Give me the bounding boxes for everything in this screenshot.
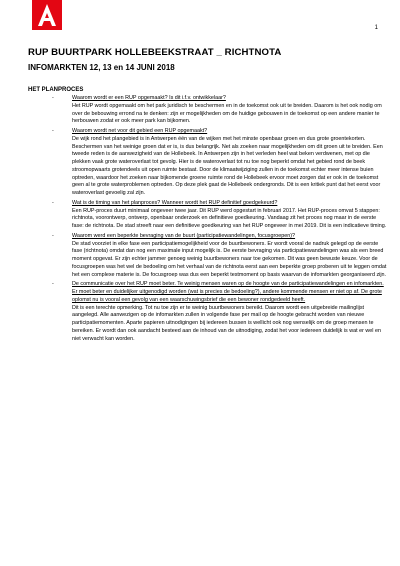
- question-text: Waarom wordt er een RUP opgemaakt? Is dit i.f.v. ontwikkelaar?: [72, 95, 226, 101]
- question-text: Waarom wordt net voor dit gebied een RUP opgemaakt?: [72, 128, 208, 134]
- answer-text: Dit is een terechte opmerking. Tot nu toe zijn er te weinig buurtbewoners bereikt. Daarom wordt een uitgebreide mailinglijst aangelegd. Alle aanwezigen op de infomarkten zullen in volgende fase per mail op de hoogte gebracht worden van nieuwe participatiemomenten. Aparte papieren uitnodigingen bij iedereen bussen is wellicht ook nog wenselijk om de groep mensen te bereiken. Er wordt dan ook aandacht besteed aan de inhoud van de uitnodiging, zodat het voor iedereen duidelijk is wat er wel en niet verwacht kan worden.: [72, 304, 381, 342]
- page-number: 1: [374, 25, 378, 31]
- qa-item: [52, 281, 388, 343]
- list-dash: -: [52, 232, 54, 239]
- antwerpen-logo-icon: [32, 0, 62, 30]
- qa-item: [52, 128, 388, 198]
- question-text: De communicatie over het RUP moet beter. Te weinig mensen waren op de hoogte van de participatiewandelingen en infomarkten. Er moet beter en duidelijker uitgenodigd worden (wat is precies de bedoeling?), andere kommende mensen er niet op af. De grote oplomst nu is vooral een gevolg van een waarschuwingsbrief die een bewoner rondgedeeld heeft.: [72, 281, 384, 303]
- qa-item: [52, 199, 388, 231]
- section-heading: HET PLANPROCES: [28, 87, 84, 93]
- answer-text: Een RUP-proces duurt minimaal ongeveer twee jaar. Dit RUP werd opgestart in februari 2017. Het RUP-proces omvat 5 stappen: richtnota, voorontwerp, ontwerp, openbaar onderzoek en definitieve goedkeuring. Vandaag zit het proces nog maar in de eerste fase: de richtnota. De stad streeft naar een definitieve goedkeuring van het RUP ongeveer in mei 2019. Dit is een indicatieve timing.: [72, 207, 387, 229]
- document-title: RUP BUURTPARK HOLLEBEEKSTRAAT _ RICHTNOTA: [28, 47, 282, 58]
- answer-text: De stad voorziet in elke fase een participatiemogelijkheid voor de buurtbewoners. Er wordt vooral de nadruk gelegd op de eerste fase (richtnota) omdat dan nog een maximale input mogelijk is. De eerste bevraging via participatiewandelingen was als een breed moment opgevat. Er zijn echter jammer genoeg weinig buurtbewoners naar toe gekomen. Dit was geen bewuste keuze. Voor de focusgroepen was het wel de bedoeling om het verhaal van de richtnota eerst aan een beperkte groep proberen uit te leggen omdat het een complexe materie is. De focusgroep was dus een beperkt testmoment op basis waarvan de infomarkten georganiseerd zijn.: [72, 240, 387, 278]
- answer-text: Het RUP wordt opgemaakt om het park juridisch te beschermen en in de toekomst ook uit te breiden. Daarom is het ook nodig om over de bebouwing errond na te denken: zijn er mogelijkheden om de huidige gebouwen in de toekomst op een andere manier te herbouwen zodat er ook meer park kan bijkomen.: [72, 102, 382, 125]
- answer-text: De wijk rond het plangebied is in Antwerpen één van de wijken met het minste openbaar groen en dus grote groentekorten. Beschermen van het weinige groen dat er is, is dus belangrijk. Net als zoeken naar mogelijkheden om dit groen uit te breiden. Een tweede reden is de aanwezigheid van de Hollebeek. In Antwerpen zijn in het verleden heel wat beken verdwenen, met op die plekken vaak grote wateroverlast tot gevolg. Hier is de wateroverlast tot nu toe nog beperkt omdat het gebied rond de beek stroomopwaarts grotendeels uit open ruimte bestaat. Door de klimaatwijziging zullen in de toekomst echter meer intense buien optreden, waardoor het zoeken naar bijkomende groene ruimte rond de Hollebeek ervoor moet zorgen dat er ook in de toekomst geen al te grote waterproblemen optreden. Op deze plek gaat de Hollebeek ondergronds. Dit is een kritiek punt dat het eerst voor wateroverlast gevoelig zal zijn.: [72, 135, 383, 196]
- question-text: Wat is de timing van het planproces? Wanneer wordt het RUP definitief goedgekeurd?: [72, 199, 278, 206]
- question-text: Waarom werd een beperkte bevraging van de buurt (participatiewandelingen, focusgroepen)?: [72, 232, 296, 239]
- list-dash: -: [52, 128, 54, 134]
- qa-list: [52, 95, 388, 345]
- document-subtitle: INFOMARKTEN 12, 13 en 14 JUNI 2018: [28, 63, 175, 72]
- list-dash: -: [52, 281, 54, 288]
- list-dash: -: [52, 95, 54, 101]
- qa-item: [52, 232, 388, 280]
- list-dash: -: [52, 199, 54, 206]
- qa-item: [52, 95, 388, 126]
